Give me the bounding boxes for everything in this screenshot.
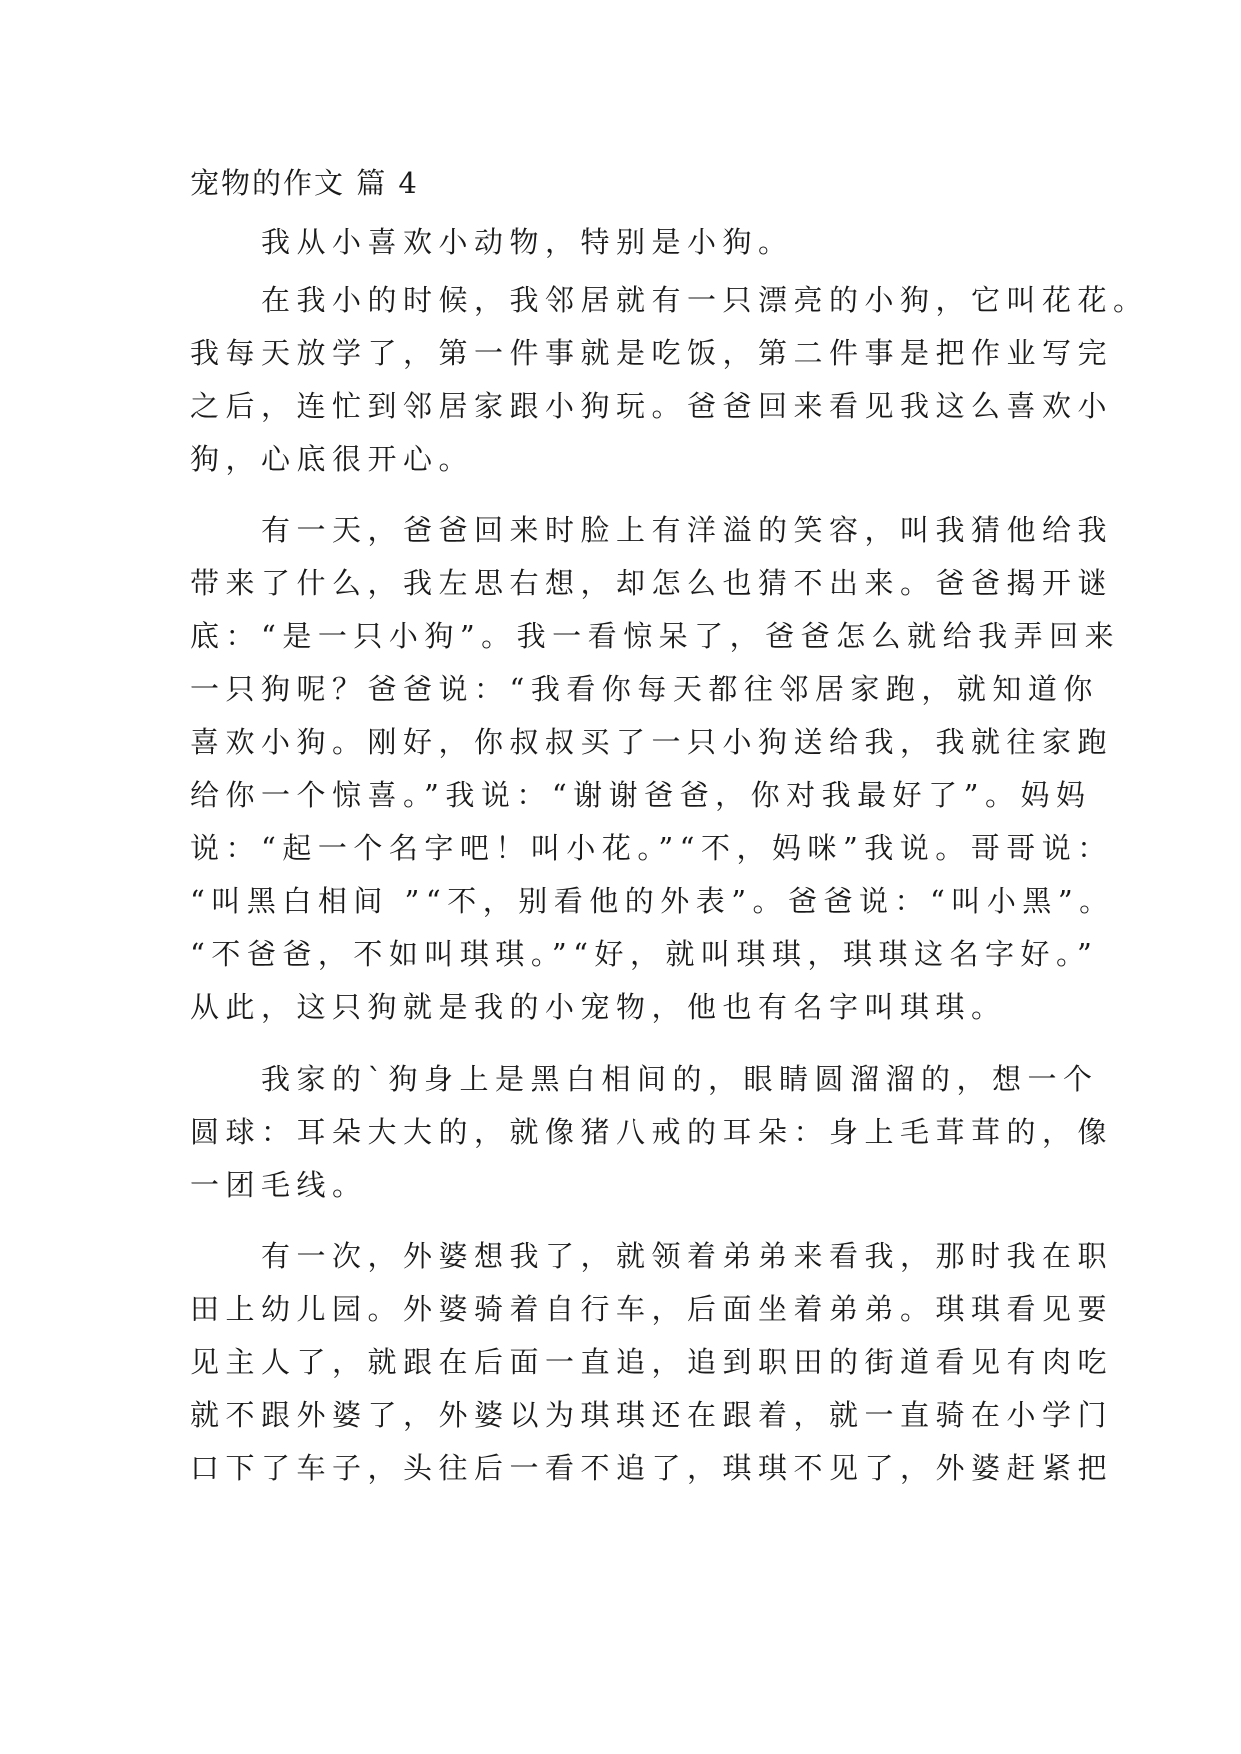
text-line-5: 狗，心底很开心。 (190, 442, 475, 476)
text-line-10: 喜欢小狗。刚好，你叔叔买了一只小狗送给我，我就往家跑 (190, 725, 1114, 759)
text-line-12: 说：“起一个名字吧！叫小花。”“不，妈咪”我说。哥哥说： (190, 831, 1113, 865)
text-line-9: 一只狗呢？爸爸说：“我看你每天都往邻居家跑，就知道你 (190, 672, 1099, 706)
text-line-23: 口下了车子，头往后一看不追了，琪琪不见了，外婆赶紧把 (190, 1451, 1114, 1485)
text-line-19: 有一次，外婆想我了，就领着弟弟来看我，那时我在职 (190, 1239, 1114, 1273)
text-line-18: 一团毛线。 (190, 1168, 368, 1202)
text-line-4: 之后，连忙到邻居家跟小狗玩。爸爸回来看见我这么喜欢小 (190, 389, 1114, 423)
text-line-14: “不爸爸，不如叫琪琪。”“好，就叫琪琪，琪琪这名字好。” (190, 937, 1099, 971)
text-line-3: 我每天放学了，第一件事就是吃饭，第二件事是把作业写完 (190, 336, 1114, 370)
text-line-22: 就不跟外婆了，外婆以为琪琪还在跟着，就一直骑在小学门 (190, 1398, 1114, 1432)
text-line-16: 我家的`狗身上是黑白相间的，眼睛圆溜溜的，想一个 (190, 1062, 1099, 1096)
text-line-6: 有一天，爸爸回来时脸上有洋溢的笑容，叫我猜他给我 (190, 513, 1114, 547)
text-line-15: 从此，这只狗就是我的小宠物，他也有名字叫琪琪。 (190, 990, 1007, 1024)
text-line-21: 见主人了，就跟在后面一直追，追到职田的街道看见有肉吃 (190, 1345, 1114, 1379)
text-line-17: 圆球：耳朵大大的，就像猪八戒的耳朵：身上毛茸茸的，像 (190, 1115, 1114, 1149)
essay-title: 宠物的作文 篇 4 (190, 166, 419, 200)
text-line-8: 底：“是一只小狗”。我一看惊呆了，爸爸怎么就给我弄回来 (190, 619, 1121, 653)
text-line-13: “叫黑白相间 ”“不，别看他的外表”。爸爸说：“叫小黑”。 (190, 884, 1115, 918)
text-line-7: 带来了什么，我左思右想，却怎么也猜不出来。爸爸揭开谜 (190, 566, 1114, 600)
text-line-11: 给你一个惊喜。”我说：“谢谢爸爸，你对我最好了”。妈妈 (190, 778, 1092, 812)
text-line-2: 在我小的时候，我邻居就有一只漂亮的小狗，它叫花花。 (190, 283, 1149, 317)
text-line-1: 我从小喜欢小动物，特别是小狗。 (190, 225, 794, 259)
text-line-20: 田上幼儿园。外婆骑着自行车，后面坐着弟弟。琪琪看见要 (190, 1292, 1114, 1326)
